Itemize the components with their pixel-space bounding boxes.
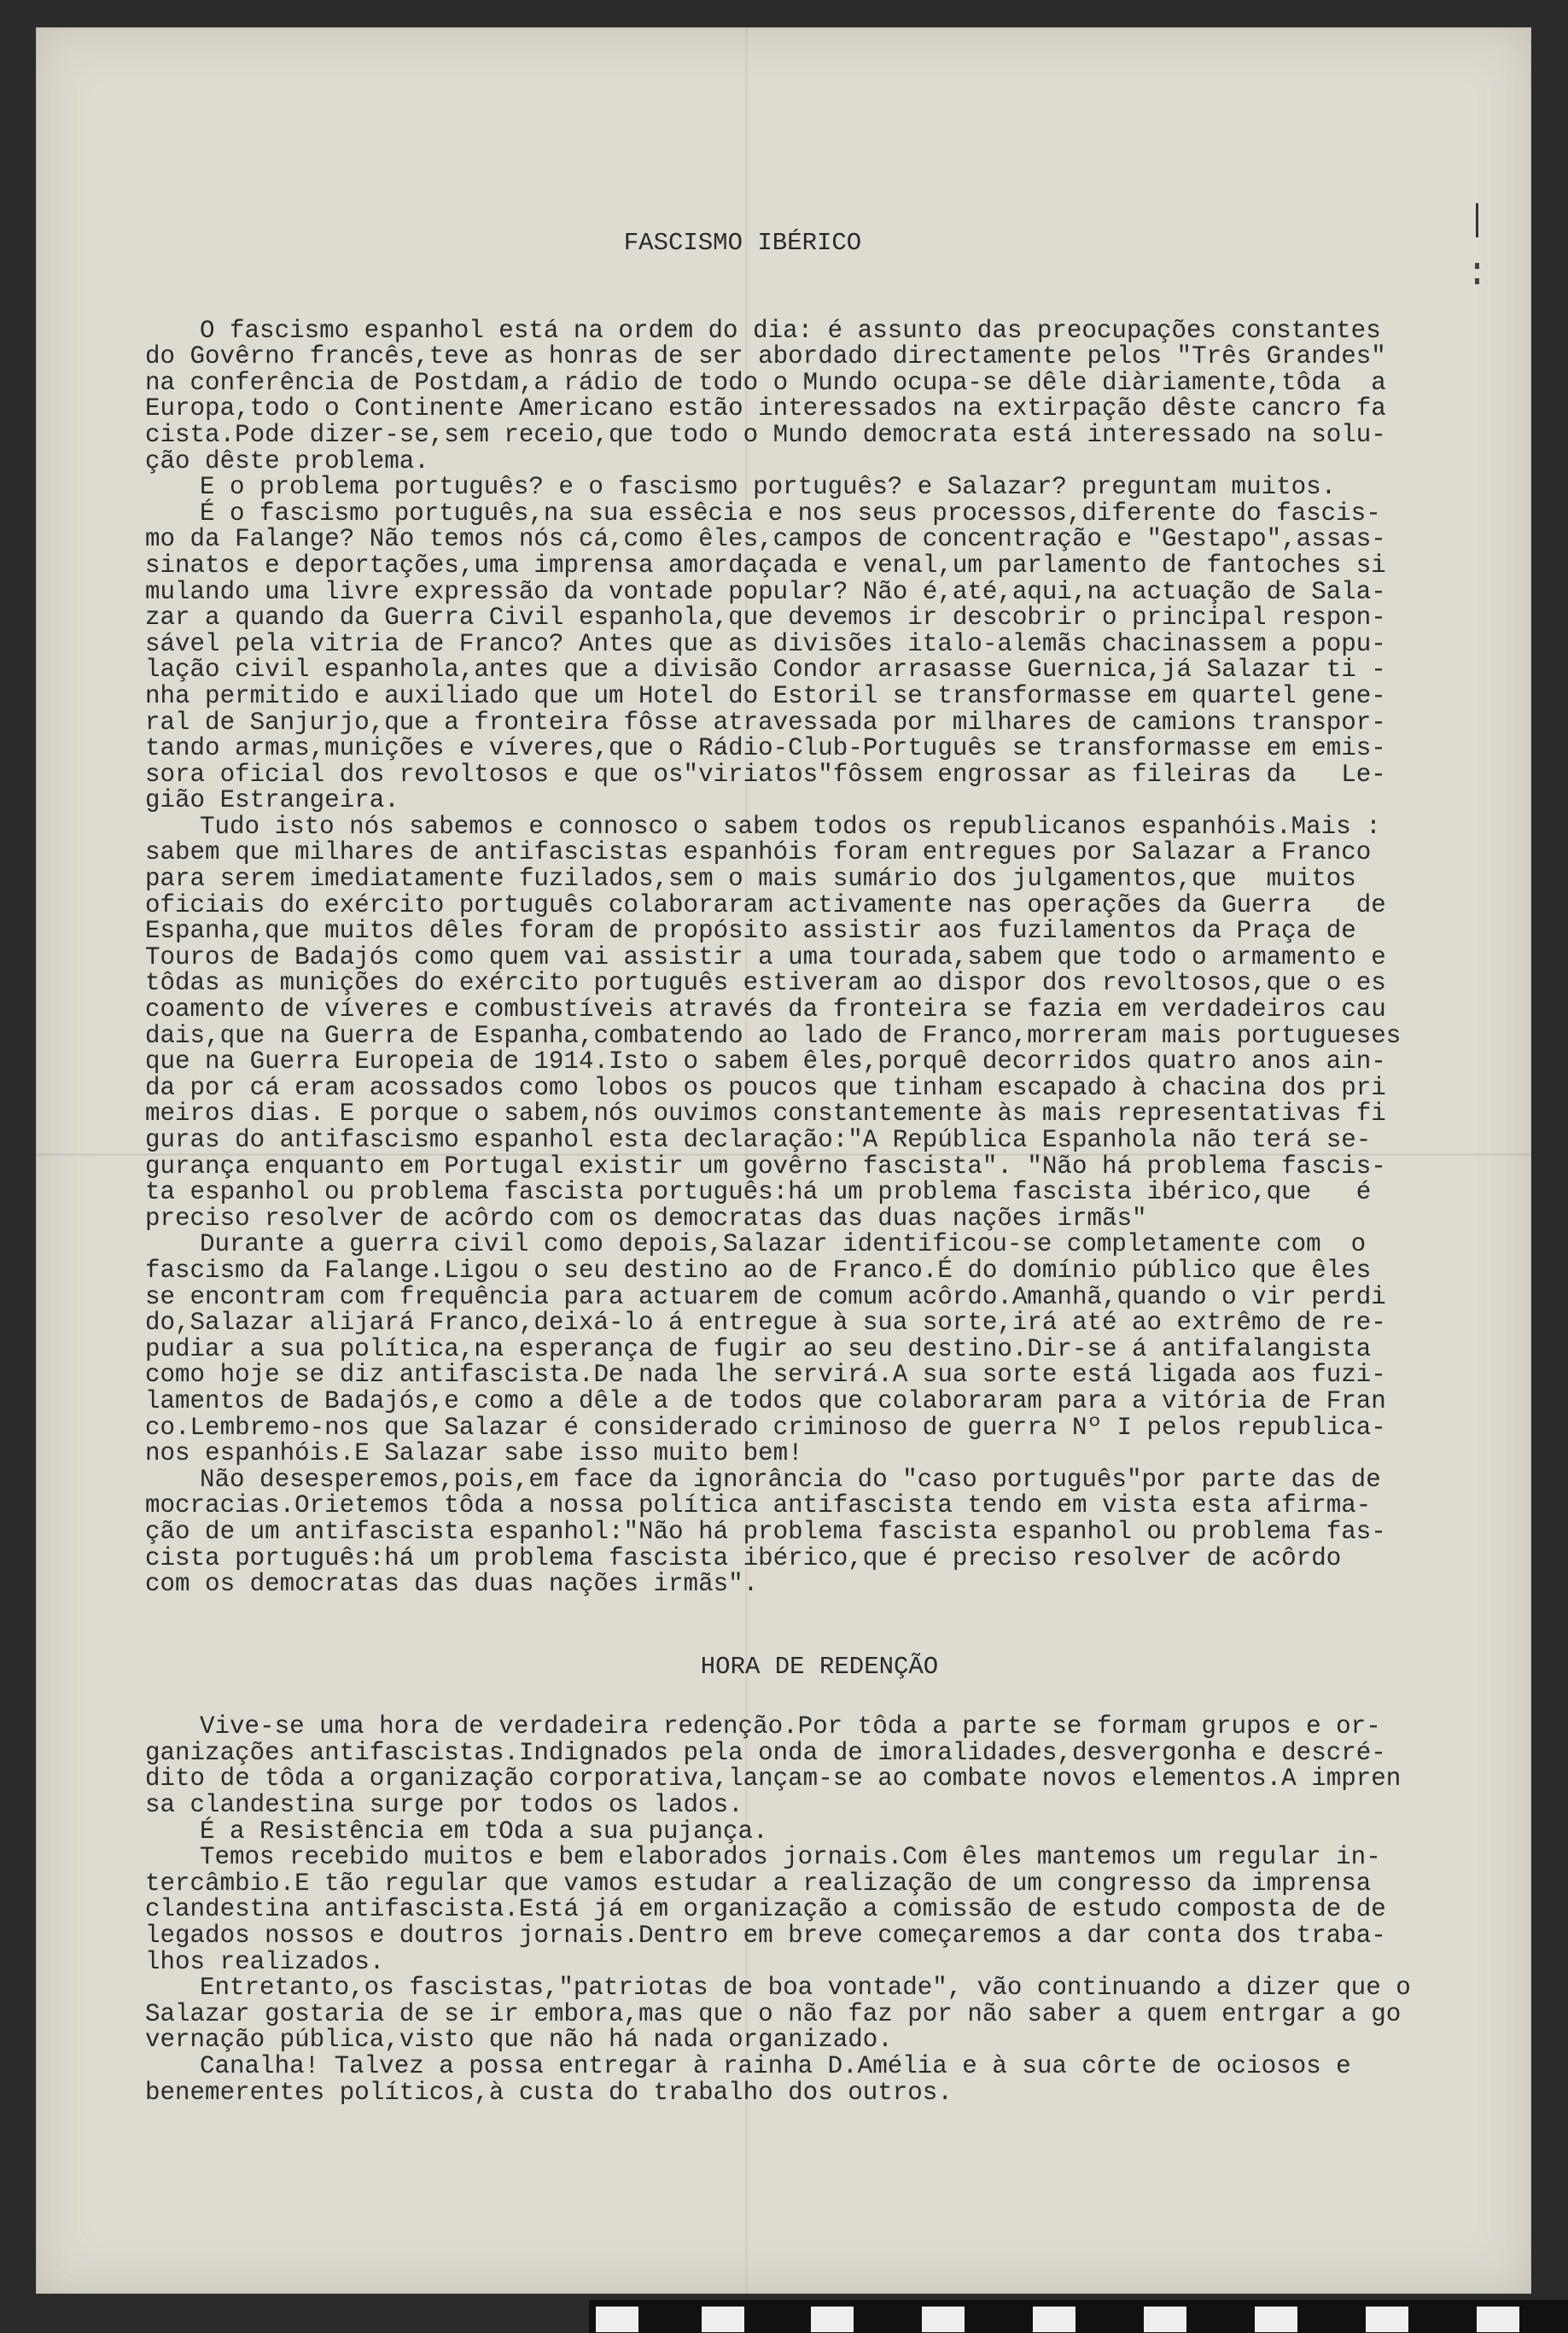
text-line: nha permitido e auxiliado que um Hotel do Estoril se transformasse em quartel gene- xyxy=(145,681,1386,710)
text-line: com os democratas das duas nações irmãs". xyxy=(145,1570,759,1599)
text-line: para serem imediatamente fuzilados,sem o mais sumário dos julgamentos,que muitos xyxy=(145,865,1356,894)
text-line: Canalha! Talvez a possa entregar à rainha D.Amélia e à sua côrte de ociosos e xyxy=(200,2052,1351,2080)
text-line: ral de Sanjurjo,que a fronteira fôsse atravessada por milhares de camions transpor- xyxy=(145,708,1386,737)
ruler-segment xyxy=(1144,2307,1186,2332)
text-line: ção dêste problema. xyxy=(145,446,429,475)
article-body xyxy=(145,1712,1411,2107)
text-line: cista português:há um problema fascista ibérico,que é preciso resolver de acôrdo xyxy=(145,1543,1342,1572)
text-line: que na Guerra Europeia de 1914.Isto o sabem êles,porquê decorridos quatro anos ain- xyxy=(145,1047,1386,1076)
text-line: O fascismo espanhol está na ordem do dia: é assunto das preocupações constantes xyxy=(200,316,1381,345)
text-line: nos espanhóis.E Salazar sabe isso muito bem! xyxy=(145,1439,803,1468)
ruler-segment xyxy=(1477,2307,1519,2332)
text-line: ção de um antifascista espanhol:"Não há problema fascista espanhol ou problema fas- xyxy=(145,1517,1386,1546)
text-line: ta espanhol ou problema fascista português:há um problema fascista ibérico,que é xyxy=(145,1178,1372,1207)
article-body xyxy=(145,316,1402,1599)
text-line: dais,que na Guerra de Espanha,combatendo ao lado de Franco,morreram mais portugueses xyxy=(145,1021,1402,1050)
margin-dot xyxy=(1475,263,1479,269)
text-line: da por cá eram acossados como lobos os poucos que tinham escapado à chacina dos pri xyxy=(145,1073,1386,1102)
text-line: lamentos de Badajós,e como a dêle a de todos que colaboraram para a vitória de Fran xyxy=(145,1386,1386,1415)
text-line: benemerentes políticos,à custa do trabalho dos outros. xyxy=(145,2078,953,2107)
text-line: do,Salazar alijará Franco,deixá-lo á entregue à sua sorte,irá até ao extrêmo de re- xyxy=(145,1309,1386,1338)
text-line: guras do antifascismo espanhol esta declaração:"A República Espanhola não terá se- xyxy=(145,1126,1372,1154)
text-line: sora oficial dos revoltosos e que os"viriatos"fôssem engrossar as fileiras da Le- xyxy=(145,760,1386,789)
margin-bar xyxy=(1476,203,1478,237)
text-line: Tudo isto nós sabemos e connosco o sabem todos os republicanos espanhóis.Mais : xyxy=(200,812,1381,841)
text-line: sável pela vitria de Franco? Antes que as divisões italo-alemãs chacinassem a popu- xyxy=(145,629,1386,658)
color-scale-ruler xyxy=(589,2300,1568,2333)
text-line: preciso resolver de acôrdo com os democratas das duas nações irmãs" xyxy=(145,1204,1147,1233)
text-line: co.Lembremo-nos que Salazar é considerado criminoso de guerra Nº I pelos republica- xyxy=(145,1413,1386,1442)
text-line: legados nossos e doutros jornais.Dentro em breve começaremos a dar conta dos traba- xyxy=(145,1922,1386,1951)
text-line: pudiar a sua política,na esperança de fugir ao seu destino.Dir-se á antifalangista xyxy=(145,1334,1372,1363)
text-line: do Govêrno francês,teve as honras de ser abordado directamente pelos "Três Grandes" xyxy=(145,342,1386,371)
text-line: Touros de Badajós como quem vai assistir a uma tourada,sabem que todo o armamento e xyxy=(145,942,1386,971)
text-line: gião Estrangeira. xyxy=(145,786,399,815)
ruler-segment xyxy=(811,2307,854,2332)
article-title: HORA DE REDENÇÃO xyxy=(700,1652,939,1681)
text-line: cista.Pode dizer-se,sem receio,que todo o Mundo democrata está interessado na solu- xyxy=(145,420,1386,449)
text-line: fascismo da Falange.Ligou o seu destino ao de Franco.É do domínio público que êles xyxy=(145,1256,1372,1285)
text-line: Temos recebido muitos e bem elaborados jornais.Com êles mantemos um regular in- xyxy=(200,1843,1381,1872)
text-line: mulando uma livre expressão da vontade popular? Não é,até,aqui,na actuação de Sala- xyxy=(145,577,1386,606)
text-line: gurança enquanto em Portugal existir um govêrno fascista". "Não há problema fascis- xyxy=(145,1152,1386,1181)
text-line: zar a quando da Guerra Civil espanhola,que devemos ir descobrir o principal respon- xyxy=(145,604,1386,633)
margin-marks xyxy=(1471,178,1484,297)
text-line: oficiais do exército português colaboraram activamente nas operações da Guerra de xyxy=(145,890,1386,919)
text-line: Não desesperemos,pois,em face da ignorância do "caso português"por parte das de xyxy=(200,1465,1381,1494)
text-line: coamento de víveres e combustíveis através da fronteira se fazia em verdadeiros cau xyxy=(145,995,1386,1024)
text-line: E o problema português? e o fascismo português? e Salazar? preguntam muitos. xyxy=(200,473,1337,502)
text-line: como hoje se diz antifascista.De nada lhe servirá.A sua sorte está ligada aos fuzi- xyxy=(145,1361,1386,1390)
ruler-segment xyxy=(922,2307,965,2332)
text-line: Entretanto,os fascistas,"patriotas de boa vontade", vão continuando a dizer que o xyxy=(200,1974,1411,2003)
text-line: mocracias.Orietemos tôda a nossa política antifascista tendo em vista esta afirma- xyxy=(145,1491,1372,1520)
ruler-segment xyxy=(649,2307,691,2332)
document-body xyxy=(145,229,1411,2107)
text-line: É o fascismo português,na sua essêcia e nos seus processos,diferente do fascis- xyxy=(200,499,1381,528)
margin-dot xyxy=(1475,278,1479,284)
text-line: sinatos e deportações,uma imprensa amordaçada e venal,um parlamento de fantoches si xyxy=(145,551,1386,580)
text-line: lhos realizados. xyxy=(145,1947,385,1976)
text-line: se encontram com frequência para actuarem de comum acôrdo.Amanhã,quando o vir perdi xyxy=(145,1282,1386,1311)
text-line: mo da Falange? Não temos nós cá,como êles,campos de concentração e "Gestapo",assas- xyxy=(145,525,1386,554)
ruler-segment xyxy=(702,2307,744,2332)
text-line: vernação pública,visto que não há nada organizado. xyxy=(145,2026,893,2055)
text-line: Europa,todo o Continente Americano estão interessados na extirpação dêste cancro fa xyxy=(145,394,1386,423)
text-line: Vive-se uma hora de verdadeira redenção.Por tôda a parte se formam grupos e or- xyxy=(200,1712,1381,1741)
text-line: lação civil espanhola,antes que a divisão Condor arrasasse Guernica,já Salazar ti - xyxy=(145,656,1386,685)
ruler-segment xyxy=(1255,2307,1297,2332)
text-line: meiros dias. E porque o sabem,nós ouvimos constantemente às mais representativas fi xyxy=(145,1099,1386,1129)
ruler-segment xyxy=(1033,2307,1075,2332)
text-line: sabem que milhares de antifascistas espanhóis foram entregues por Salazar a Franco xyxy=(145,838,1372,867)
text-line: Espanha,que muitos dêles foram de propósito assistir aos fuzilamentos da Praça de xyxy=(145,917,1356,946)
ruler-segment xyxy=(1366,2307,1408,2332)
text-line: sa clandestina surge por todos os lados. xyxy=(145,1791,743,1820)
text-line: Durante a guerra civil como depois,Salazar identificou-se completamente com o xyxy=(200,1230,1367,1259)
text-line: Salazar gostaria de se ir embora,mas que o não faz por não saber a quem entrgar a go xyxy=(145,1999,1402,2028)
article-title: FASCISMO IBÉRICO xyxy=(623,229,862,257)
text-line: tando armas,munições e víveres,que o Rádio-Club-Português se transformasse em emis- xyxy=(145,734,1386,763)
text-line: na conferência de Postdam,a rádio de todo o Mundo ocupa-se dêle diàriamente,tôda a xyxy=(145,368,1386,397)
ruler-segment xyxy=(596,2307,638,2332)
text-line: ganizações antifascistas.Indignados pela onda de imoralidades,desvergonha e descré- xyxy=(145,1738,1386,1767)
text-line: tôdas as munições do exército português estiveram ao dispor dos revoltosos,que o es xyxy=(145,969,1386,998)
text-line: clandestina antifascista.Está já em organização a comissão de estudo composta de de xyxy=(145,1895,1386,1924)
text-line: É a Resistência em tOda a sua pujança. xyxy=(200,1817,768,1846)
text-line: dito de tôda a organização corporativa,lançam-se ao combate novos elementos.A impren xyxy=(145,1764,1402,1793)
text-line: tercâmbio.E tão regular que vamos estudar a realização de um congresso da imprensa xyxy=(145,1869,1372,1898)
